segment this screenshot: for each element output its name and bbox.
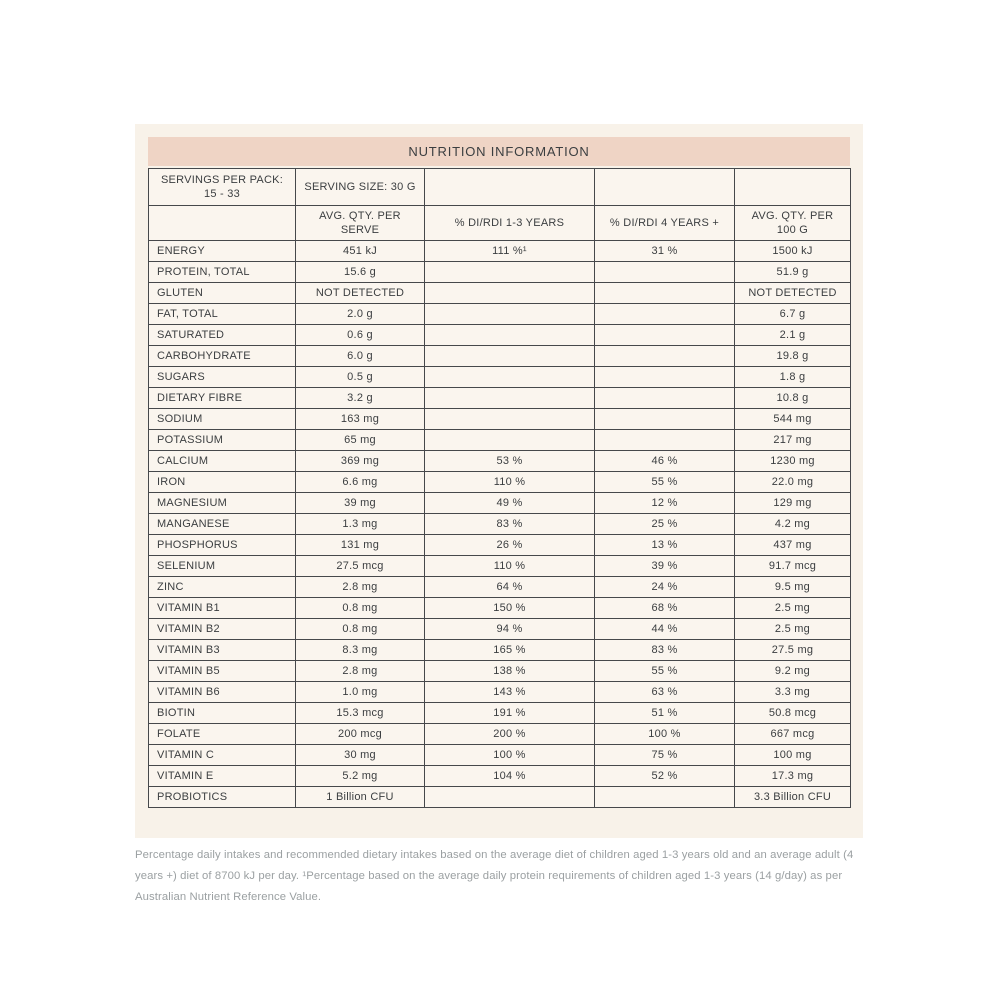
nutrient-name-cell: FAT, TOTAL [149, 304, 296, 325]
avg-qty-per-100g-cell: 27.5 mg [735, 640, 851, 661]
di-rdi-4-years-cell: 55 % [595, 472, 735, 493]
avg-qty-per-100g-cell: 17.3 mg [735, 766, 851, 787]
di-rdi-4-years-cell: 46 % [595, 451, 735, 472]
table-row [149, 787, 851, 808]
avg-qty-per-100g-cell: 129 mg [735, 493, 851, 514]
table-row [149, 766, 851, 787]
di-rdi-4-years-cell: 12 % [595, 493, 735, 514]
di-rdi-1-3-years-cell [425, 367, 595, 388]
table-row [149, 682, 851, 703]
nutrition-table [148, 168, 851, 808]
nutrition-panel [135, 124, 863, 838]
nutrient-name-cell: ZINC [149, 577, 296, 598]
di-rdi-4-years-cell: 24 % [595, 577, 735, 598]
di-rdi-1-3-years-cell [425, 388, 595, 409]
di-rdi-1-3-years-cell: 53 % [425, 451, 595, 472]
nutrient-name-cell: VITAMIN B1 [149, 598, 296, 619]
nutrient-name-cell: VITAMIN B5 [149, 661, 296, 682]
table-row [149, 325, 851, 346]
di-rdi-1-3-years-cell: 110 % [425, 556, 595, 577]
avg-qty-per-serve-cell: 2.0 g [296, 304, 425, 325]
di-rdi-1-3-years-cell: 138 % [425, 661, 595, 682]
table-row [149, 367, 851, 388]
avg-qty-per-100g-cell: 1230 mg [735, 451, 851, 472]
avg-qty-per-serve-cell: 5.2 mg [296, 766, 425, 787]
avg-qty-per-100g-cell: NOT DETECTED [735, 283, 851, 304]
di-rdi-1-3-years-cell: 49 % [425, 493, 595, 514]
avg-qty-per-serve-cell: 0.6 g [296, 325, 425, 346]
di-rdi-1-3-years-cell: 26 % [425, 535, 595, 556]
di-rdi-4-years-cell: 52 % [595, 766, 735, 787]
avg-qty-per-100g-cell: 667 mcg [735, 724, 851, 745]
di-rdi-4-years-cell: 31 % [595, 241, 735, 262]
panel-title-bar [148, 137, 850, 166]
table-row [149, 619, 851, 640]
di-rdi-4-years-cell [595, 388, 735, 409]
avg-qty-per-100g-cell: 3.3 mg [735, 682, 851, 703]
di-rdi-1-3-years-cell: 100 % [425, 745, 595, 766]
avg-qty-per-100g-cell: 19.8 g [735, 346, 851, 367]
table-row [149, 745, 851, 766]
di-rdi-4-years-cell [595, 304, 735, 325]
nutrient-name-cell: PHOSPHORUS [149, 535, 296, 556]
serving-info-row [149, 169, 851, 206]
di-rdi-4-years-cell [595, 409, 735, 430]
di-rdi-4-years-cell [595, 346, 735, 367]
di-rdi-1-3-years-cell: 104 % [425, 766, 595, 787]
avg-qty-per-100g-cell: 9.2 mg [735, 661, 851, 682]
di-rdi-1-3-years-cell: 111 %¹ [425, 241, 595, 262]
table-row [149, 346, 851, 367]
di-rdi-4-years-cell: 75 % [595, 745, 735, 766]
di-rdi-4-years-cell [595, 283, 735, 304]
avg-qty-per-serve-cell: 27.5 mcg [296, 556, 425, 577]
avg-qty-per-serve-cell: 200 mcg [296, 724, 425, 745]
nutrient-name-cell: MANGANESE [149, 514, 296, 535]
avg-qty-per-serve-cell: 1.3 mg [296, 514, 425, 535]
nutrient-name-cell: SELENIUM [149, 556, 296, 577]
nutrient-name-cell: CALCIUM [149, 451, 296, 472]
col-header-avg-qty-per-100g: AVG. QTY. PER 100 G [735, 206, 851, 241]
di-rdi-1-3-years-cell [425, 304, 595, 325]
avg-qty-per-serve-cell: 131 mg [296, 535, 425, 556]
panel-title: NUTRITION INFORMATION [408, 144, 590, 159]
col-header-di-rdi-4-years: % DI/RDI 4 YEARS + [595, 206, 735, 241]
table-row [149, 724, 851, 745]
avg-qty-per-100g-cell: 1500 kJ [735, 241, 851, 262]
di-rdi-1-3-years-cell [425, 409, 595, 430]
avg-qty-per-serve-cell: 39 mg [296, 493, 425, 514]
table-row [149, 241, 851, 262]
nutrient-name-cell: FOLATE [149, 724, 296, 745]
table-row [149, 493, 851, 514]
avg-qty-per-serve-cell: 0.8 mg [296, 619, 425, 640]
di-rdi-4-years-cell [595, 787, 735, 808]
nutrient-name-cell: SUGARS [149, 367, 296, 388]
table-row [149, 703, 851, 724]
di-rdi-4-years-cell: 39 % [595, 556, 735, 577]
nutrient-name-cell: VITAMIN B6 [149, 682, 296, 703]
footnote-text: Percentage daily intakes and recommended dietary intakes based on the average diet of children aged 1-3 years old and an average adult (4 years +) diet of 8700 kJ per day. ¹Percentage based on the average daily protein requirements of children aged 1-3 years (14 g/day) as per Australian Nutrient Reference Value. [135, 849, 854, 903]
avg-qty-per-serve-cell: 1.0 mg [296, 682, 425, 703]
avg-qty-per-100g-cell: 544 mg [735, 409, 851, 430]
avg-qty-per-serve-cell: 2.8 mg [296, 577, 425, 598]
nutrient-name-cell: VITAMIN B2 [149, 619, 296, 640]
di-rdi-1-3-years-cell [425, 283, 595, 304]
di-rdi-1-3-years-cell [425, 262, 595, 283]
column-header-row [149, 206, 851, 241]
nutrient-name-cell: SATURATED [149, 325, 296, 346]
empty-header-cell [149, 206, 296, 241]
nutrient-name-cell: SODIUM [149, 409, 296, 430]
di-rdi-4-years-cell [595, 367, 735, 388]
table-row [149, 514, 851, 535]
empty-header-cell [425, 169, 595, 206]
di-rdi-1-3-years-cell: 94 % [425, 619, 595, 640]
avg-qty-per-serve-cell: 65 mg [296, 430, 425, 451]
col-header-di-rdi-1-3-years: % DI/RDI 1-3 YEARS [425, 206, 595, 241]
di-rdi-4-years-cell [595, 430, 735, 451]
avg-qty-per-serve-cell: 2.8 mg [296, 661, 425, 682]
nutrient-name-cell: VITAMIN E [149, 766, 296, 787]
table-row [149, 283, 851, 304]
avg-qty-per-serve-cell: 6.6 mg [296, 472, 425, 493]
table-row [149, 409, 851, 430]
di-rdi-1-3-years-cell: 143 % [425, 682, 595, 703]
nutrient-name-cell: IRON [149, 472, 296, 493]
avg-qty-per-100g-cell: 6.7 g [735, 304, 851, 325]
di-rdi-1-3-years-cell: 150 % [425, 598, 595, 619]
avg-qty-per-serve-cell: 15.6 g [296, 262, 425, 283]
avg-qty-per-serve-cell: 163 mg [296, 409, 425, 430]
di-rdi-4-years-cell: 25 % [595, 514, 735, 535]
avg-qty-per-100g-cell: 100 mg [735, 745, 851, 766]
table-row [149, 304, 851, 325]
servings-per-pack-cell: SERVINGS PER PACK: 15 - 33 [149, 169, 296, 206]
avg-qty-per-serve-cell: 6.0 g [296, 346, 425, 367]
col-header-avg-qty-per-serve: AVG. QTY. PER SERVE [296, 206, 425, 241]
di-rdi-4-years-cell: 55 % [595, 661, 735, 682]
avg-qty-per-100g-cell: 2.5 mg [735, 619, 851, 640]
avg-qty-per-100g-cell: 10.8 g [735, 388, 851, 409]
di-rdi-1-3-years-cell: 110 % [425, 472, 595, 493]
avg-qty-per-serve-cell: 0.8 mg [296, 598, 425, 619]
avg-qty-per-serve-cell: NOT DETECTED [296, 283, 425, 304]
di-rdi-4-years-cell: 13 % [595, 535, 735, 556]
avg-qty-per-100g-cell: 51.9 g [735, 262, 851, 283]
di-rdi-1-3-years-cell: 165 % [425, 640, 595, 661]
nutrient-name-cell: BIOTIN [149, 703, 296, 724]
avg-qty-per-100g-cell: 2.1 g [735, 325, 851, 346]
table-row [149, 451, 851, 472]
di-rdi-1-3-years-cell [425, 346, 595, 367]
avg-qty-per-100g-cell: 3.3 Billion CFU [735, 787, 851, 808]
nutrient-name-cell: GLUTEN [149, 283, 296, 304]
avg-qty-per-100g-cell: 9.5 mg [735, 577, 851, 598]
di-rdi-1-3-years-cell [425, 325, 595, 346]
avg-qty-per-100g-cell: 91.7 mcg [735, 556, 851, 577]
avg-qty-per-serve-cell: 369 mg [296, 451, 425, 472]
nutrient-name-cell: PROBIOTICS [149, 787, 296, 808]
table-row [149, 556, 851, 577]
di-rdi-4-years-cell: 83 % [595, 640, 735, 661]
serving-size-cell: SERVING SIZE: 30 G [296, 169, 425, 206]
avg-qty-per-100g-cell: 50.8 mcg [735, 703, 851, 724]
avg-qty-per-100g-cell: 22.0 mg [735, 472, 851, 493]
table-row [149, 661, 851, 682]
table-row [149, 640, 851, 661]
nutrient-name-cell: PROTEIN, TOTAL [149, 262, 296, 283]
di-rdi-4-years-cell [595, 325, 735, 346]
avg-qty-per-serve-cell: 0.5 g [296, 367, 425, 388]
di-rdi-1-3-years-cell: 64 % [425, 577, 595, 598]
nutrient-name-cell: CARBOHYDRATE [149, 346, 296, 367]
nutrient-name-cell: MAGNESIUM [149, 493, 296, 514]
empty-header-cell [735, 169, 851, 206]
di-rdi-4-years-cell: 51 % [595, 703, 735, 724]
table-row [149, 598, 851, 619]
avg-qty-per-serve-cell: 3.2 g [296, 388, 425, 409]
nutrient-name-cell: DIETARY FIBRE [149, 388, 296, 409]
table-row [149, 577, 851, 598]
di-rdi-4-years-cell [595, 262, 735, 283]
table-row [149, 388, 851, 409]
table-row [149, 472, 851, 493]
avg-qty-per-serve-cell: 8.3 mg [296, 640, 425, 661]
di-rdi-1-3-years-cell [425, 787, 595, 808]
di-rdi-1-3-years-cell [425, 430, 595, 451]
avg-qty-per-100g-cell: 1.8 g [735, 367, 851, 388]
avg-qty-per-100g-cell: 4.2 mg [735, 514, 851, 535]
table-row [149, 430, 851, 451]
table-row [149, 262, 851, 283]
di-rdi-1-3-years-cell: 83 % [425, 514, 595, 535]
di-rdi-1-3-years-cell: 191 % [425, 703, 595, 724]
avg-qty-per-serve-cell: 1 Billion CFU [296, 787, 425, 808]
nutrient-name-cell: POTASSIUM [149, 430, 296, 451]
avg-qty-per-serve-cell: 30 mg [296, 745, 425, 766]
nutrient-name-cell: VITAMIN B3 [149, 640, 296, 661]
di-rdi-4-years-cell: 68 % [595, 598, 735, 619]
di-rdi-1-3-years-cell: 200 % [425, 724, 595, 745]
nutrient-name-cell: VITAMIN C [149, 745, 296, 766]
table-row [149, 535, 851, 556]
di-rdi-4-years-cell: 63 % [595, 682, 735, 703]
avg-qty-per-100g-cell: 2.5 mg [735, 598, 851, 619]
avg-qty-per-serve-cell: 451 kJ [296, 241, 425, 262]
di-rdi-4-years-cell: 44 % [595, 619, 735, 640]
avg-qty-per-serve-cell: 15.3 mcg [296, 703, 425, 724]
avg-qty-per-100g-cell: 437 mg [735, 535, 851, 556]
nutrient-name-cell: ENERGY [149, 241, 296, 262]
di-rdi-4-years-cell: 100 % [595, 724, 735, 745]
empty-header-cell [595, 169, 735, 206]
avg-qty-per-100g-cell: 217 mg [735, 430, 851, 451]
